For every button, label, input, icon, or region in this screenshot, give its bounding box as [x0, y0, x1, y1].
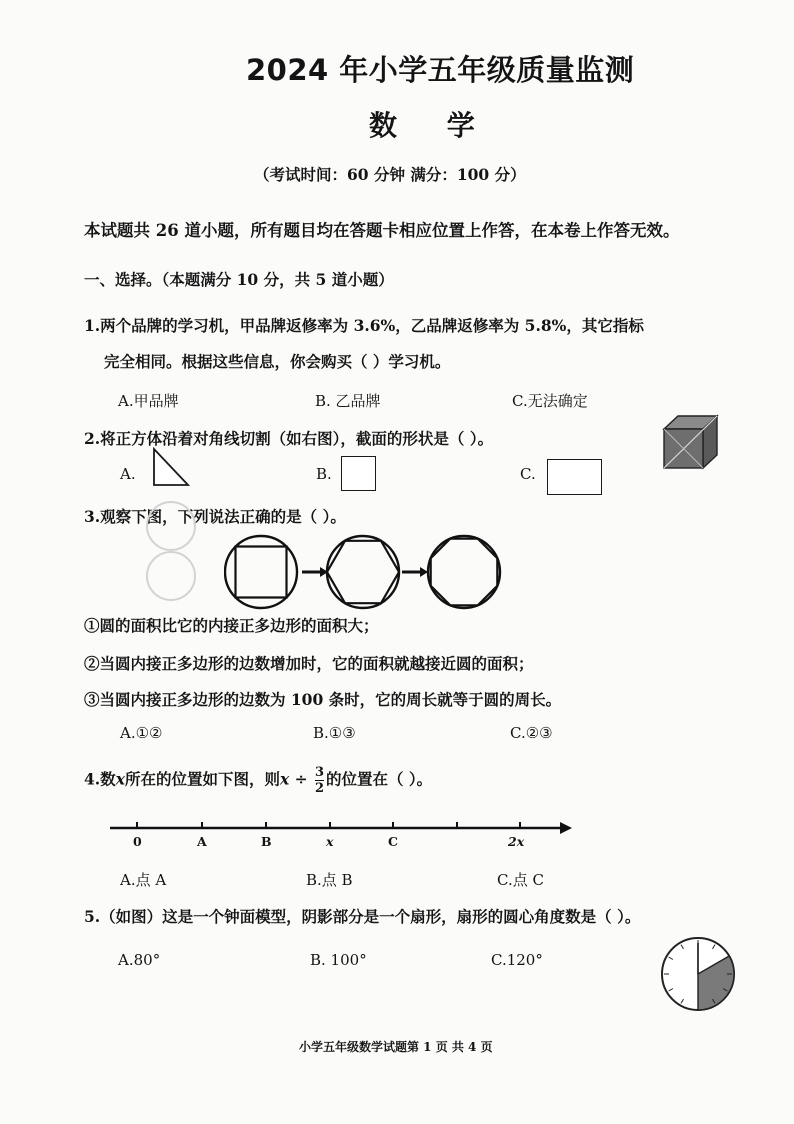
faint-circles-decoration	[140, 500, 202, 604]
q2-stem: 2.将正方体沿着对角线切割（如右图），截面的形状是（ ）。	[84, 429, 494, 448]
q3-statement-2: ②当圆内接正多边形的边数增加时，它的面积就越接近圆的面积；	[84, 654, 534, 673]
number-line	[108, 816, 574, 836]
q4-stem-mid: 所在的位置如下图，则	[124, 769, 280, 789]
q4-variable: x	[115, 769, 125, 789]
q4-variable-2: x	[279, 769, 290, 789]
q4-frac-num: 3	[314, 765, 325, 780]
triangle-shape	[152, 447, 190, 487]
q4-stem-pre: 4.数	[84, 769, 116, 789]
q4-option-b[interactable]: B.点 B	[306, 871, 353, 889]
number-line-label-2x: 2x	[508, 834, 525, 849]
number-line-label-0: 0	[133, 834, 142, 849]
q3-statement-3: ③当圆内接正多边形的边数为 100 条时，它的周长就等于圆的周长。	[84, 690, 562, 709]
square-shape	[341, 456, 376, 491]
q5-option-b[interactable]: B. 100°	[310, 951, 367, 969]
clock-diagram	[659, 935, 737, 1013]
q1-option-a[interactable]: A.甲品牌	[118, 392, 179, 410]
q5-option-c[interactable]: C.120°	[491, 951, 543, 969]
section-heading: 一、选择。（本题满分 10 分，共 5 道小题）	[84, 270, 394, 289]
number-line-label-x: x	[326, 834, 334, 849]
q4-stem	[84, 766, 432, 795]
q4-operator: ÷	[289, 769, 313, 789]
q3-statement-1: ①圆的面积比它的内接正多边形的面积大；	[84, 616, 379, 635]
q1-option-b[interactable]: B. 乙品牌	[315, 392, 381, 410]
q3-option-c[interactable]: C.②③	[510, 724, 553, 742]
q2-option-b[interactable]: B.	[316, 465, 332, 483]
q4-option-c[interactable]: C.点 C	[497, 871, 544, 889]
q1-option-c[interactable]: C.无法确定	[512, 392, 588, 410]
q3-option-b[interactable]: B.①③	[313, 724, 356, 742]
number-line-label-b: B	[261, 834, 272, 849]
number-line-label-c: C	[388, 834, 398, 849]
q4-stem-post: 的位置在（ ）。	[326, 769, 433, 789]
q4-fraction	[315, 766, 324, 795]
exam-info: （考试时间：60 分钟 满分：100 分）	[254, 165, 526, 184]
q1-stem-line1: 1.两个品牌的学习机，甲品牌返修率为 3.6%，乙品牌返修率为 5.8%，其它指标	[84, 316, 644, 335]
q2-option-c[interactable]: C.	[520, 465, 536, 483]
q3-option-a[interactable]: A.①②	[120, 724, 163, 742]
q4-option-a[interactable]: A.点 A	[120, 871, 167, 889]
polygon-circles-diagram	[224, 530, 504, 614]
instructions: 本试题共 26 道小题，所有题目均在答题卡相应位置上作答，在本卷上作答无效。	[84, 221, 680, 240]
q2-option-a[interactable]: A.	[120, 465, 136, 483]
cube-diagram	[660, 413, 720, 471]
rectangle-shape	[547, 459, 602, 495]
q3-stem: 3.观察下图，下列说法正确的是（ ）。	[84, 507, 346, 526]
q4-frac-den: 2	[314, 781, 325, 796]
q5-option-a[interactable]: A.80°	[118, 951, 161, 969]
page-footer: 小学五年级数学试题第 1 页 共 4 页	[299, 1040, 493, 1054]
q1-stem-line2: 完全相同。根据这些信息，你会购买（ ）学习机。	[104, 352, 451, 371]
q5-stem: 5.（如图）这是一个钟面模型，阴影部分是一个扇形，扇形的圆心角度数是（ ）。	[84, 907, 641, 926]
number-line-label-a: A	[197, 834, 207, 849]
subject-title: 数 学	[369, 109, 475, 142]
exam-title: 2024 年小学五年级质量监测	[246, 53, 635, 87]
